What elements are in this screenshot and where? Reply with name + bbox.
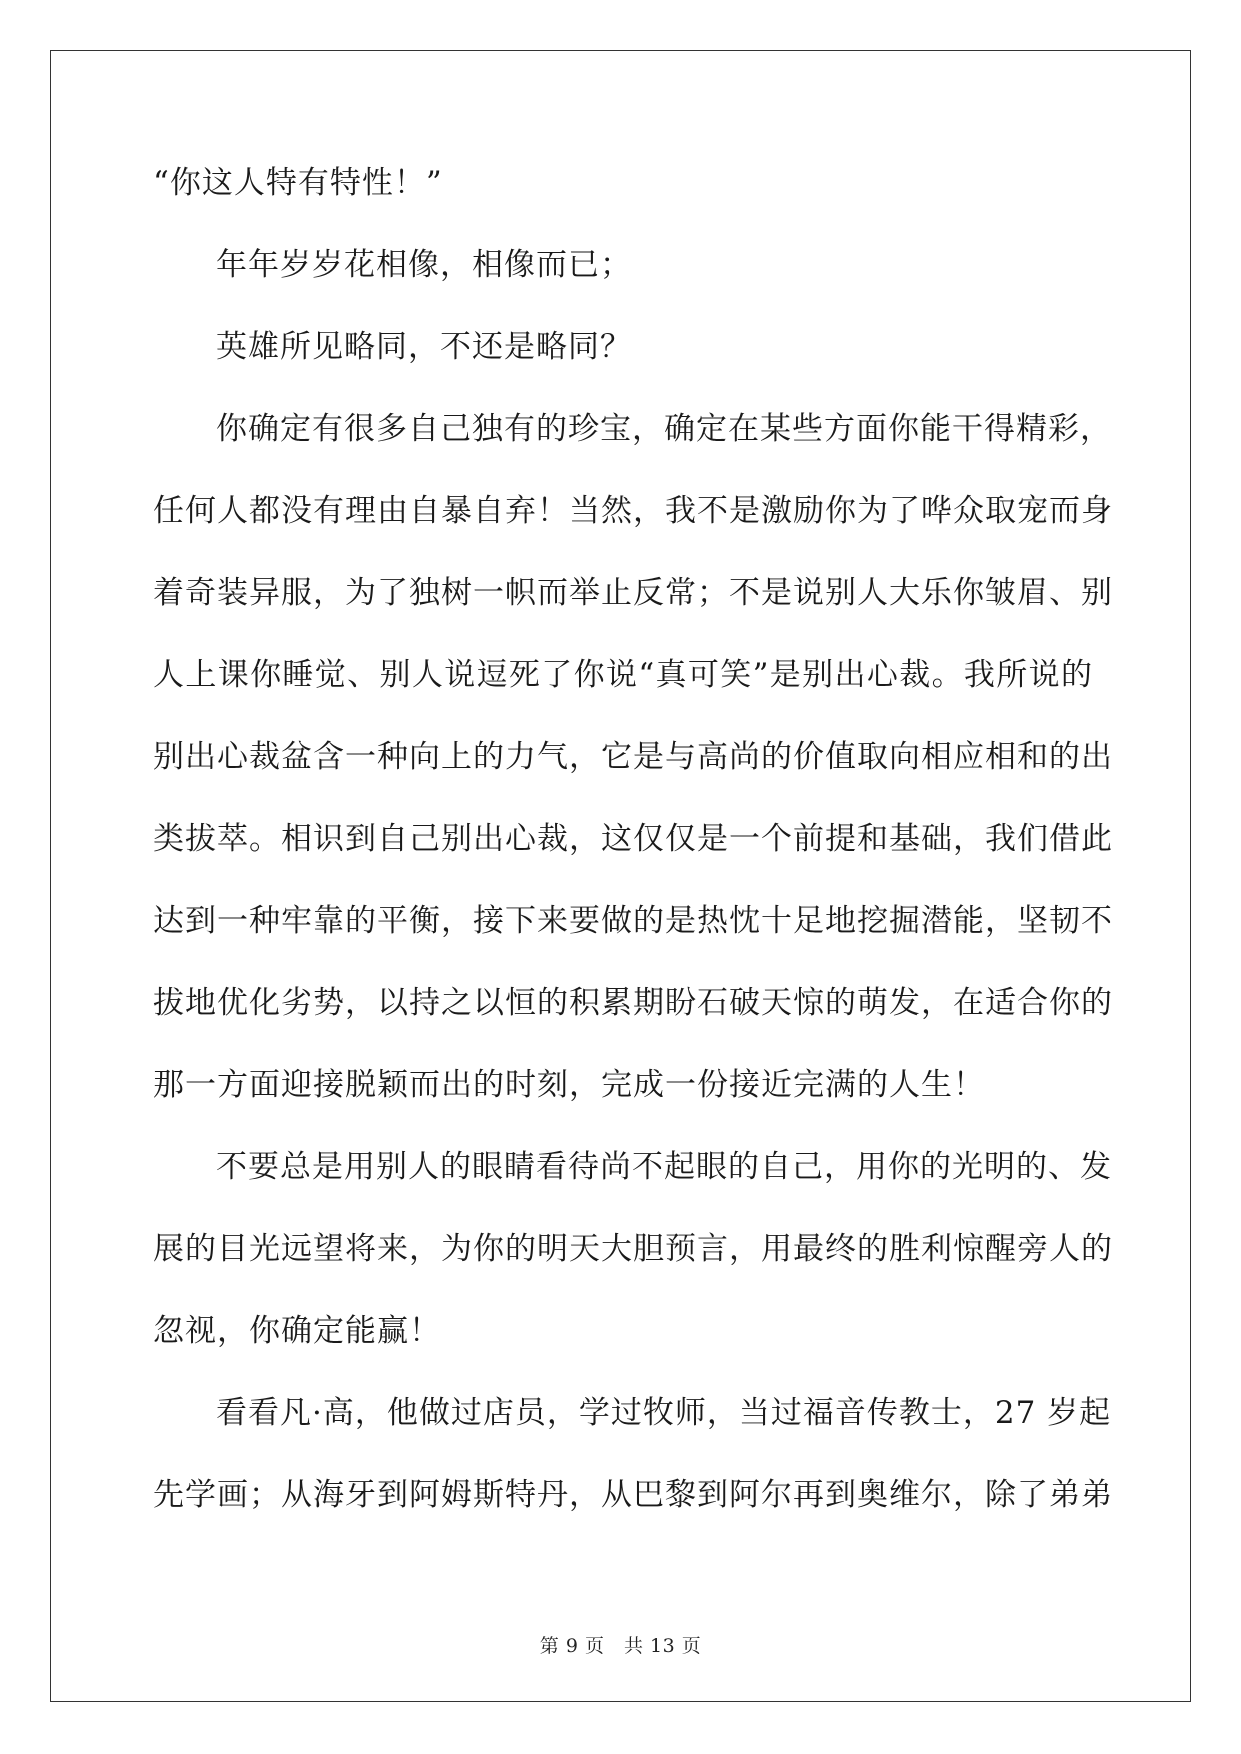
text-line: 英雄所见略同，不还是略同？ bbox=[216, 329, 632, 365]
text-line: 类拔萃。相识到自己别出心裁，这仅仅是一个前提和基础，我们借此 bbox=[153, 821, 1113, 857]
text-line: 先学画；从海牙到阿姆斯特丹，从巴黎到阿尔再到奥维尔，除了弟弟 bbox=[153, 1477, 1113, 1513]
text-line: 那一方面迎接脱颖而出的时刻，完成一份接近完满的人生！ bbox=[153, 1067, 985, 1103]
text-line: 看看凡·高，他做过店员，学过牧师，当过福音传教士，27 岁起 bbox=[216, 1395, 1112, 1431]
text-line: 展的目光远望将来，为你的明天大胆预言，用最终的胜利惊醒旁人的 bbox=[153, 1231, 1113, 1267]
text-line: 任何人都没有理由自暴自弃！当然，我不是激励你为了哗众取宠而身 bbox=[153, 493, 1113, 529]
text-line: 别出心裁盆含一种向上的力气，它是与高尚的价值取向相应相和的出 bbox=[153, 739, 1113, 775]
text-line: 达到一种牢靠的平衡，接下来要做的是热忱十足地挖掘潜能，坚韧不 bbox=[153, 903, 1113, 939]
text-line: 忽视，你确定能赢！ bbox=[153, 1313, 441, 1349]
text-line: 着奇装异服，为了独树一帜而举止反常；不是说别人大乐你皱眉、别 bbox=[153, 575, 1113, 611]
text-line: “你这人特有特性！” bbox=[153, 165, 443, 201]
text-line: 拔地优化劣势，以持之以恒的积累期盼石破天惊的萌发，在适合你的 bbox=[153, 985, 1113, 1021]
document-body bbox=[153, 163, 1113, 1557]
text-line: 你确定有很多自己独有的珍宝，确定在某些方面你能干得精彩， bbox=[216, 411, 1112, 447]
text-line: 年年岁岁花相像，相像而已； bbox=[216, 247, 632, 283]
text-line: 不要总是用别人的眼睛看待尚不起眼的自己，用你的光明的、发 bbox=[216, 1149, 1112, 1185]
text-line: 人上课你睡觉、别人说逗死了你说“真可笑”是别出心裁。我所说的 bbox=[153, 657, 1093, 693]
page-number-footer: 第 9 页 共 13 页 bbox=[539, 1635, 702, 1657]
